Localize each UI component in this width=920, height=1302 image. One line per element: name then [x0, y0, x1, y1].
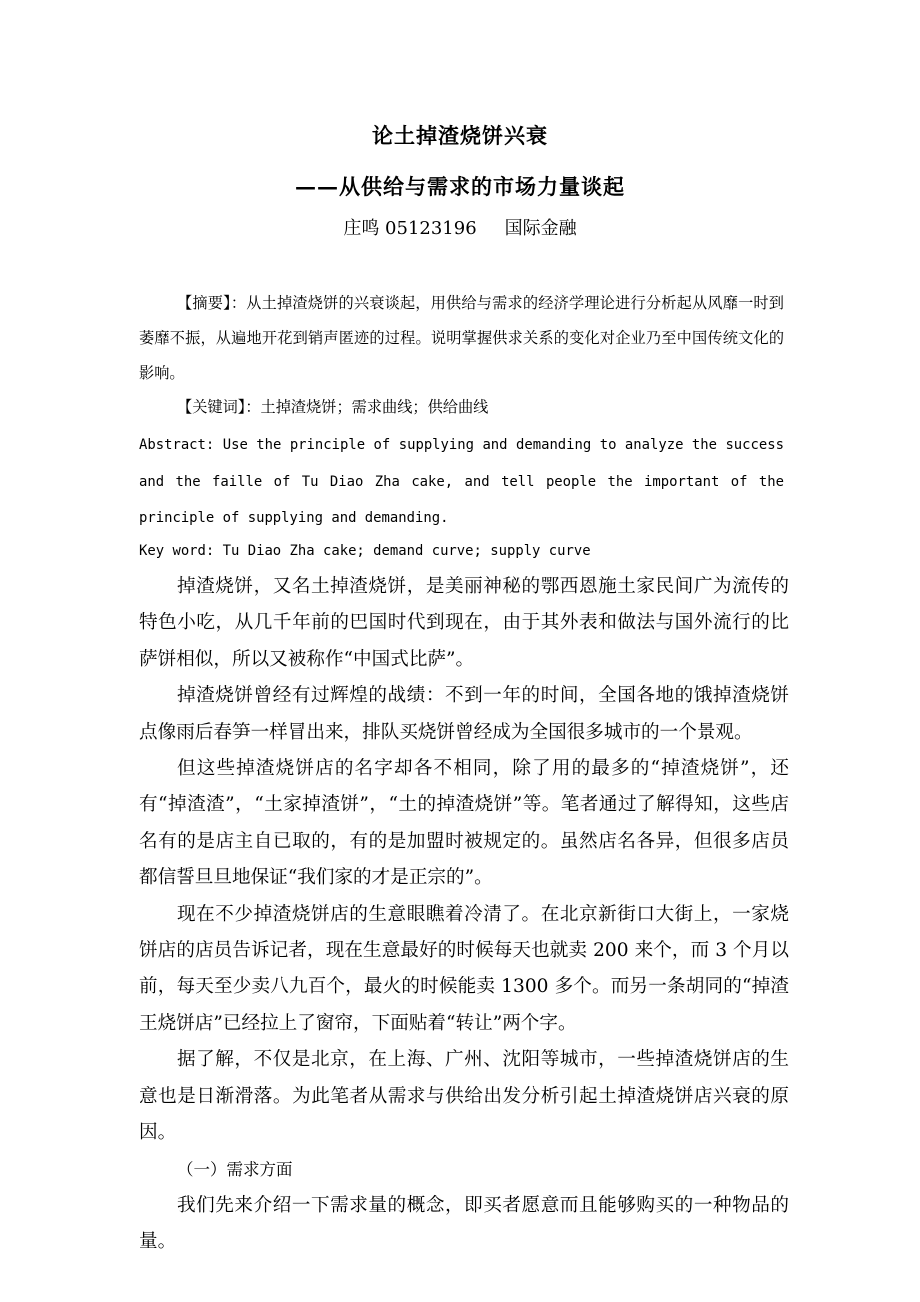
body-paragraph: 掉渣烧饼，又名土掉渣烧饼，是美丽神秘的鄂西恩施土家民间广为流传的特色小吃，从几千年前的巴国时代到现在，由于其外表和做法与国外流行的比萨饼相似，所以又被称作“中国式比萨”。: [139, 576, 789, 670]
body-paragraph: 但这些掉渣烧饼店的名字却各不相同，除了用的最多的“掉渣烧饼”，还有“掉渣渣”，“土家掉渣饼”，“土的掉渣烧饼”等。笔者通过了解得知，这些店名有的是店主自已取的，有的是加盟时被规定的。虽然店名各异，但很多店员都信誓旦旦地保证“我们家的才是正宗的”。: [139, 758, 789, 889]
body-paragraph: 掉渣烧饼曾经有过辉煌的战绩：不到一年的时间，全国各地的饿掉渣烧饼点像雨后春笋一样冒出来，排队买烧饼曾经成为全国很多城市的一个景观。: [139, 685, 789, 743]
author-line: [0, 214, 920, 240]
page-title: 论土掉渣烧饼兴衰: [372, 123, 548, 148]
abstract-english: Abstract: Use the principle of supplying and demanding to analyze the success and the faille of Tu Diao Zha cake, and tell people the important of the principle of supplying and demanding.: [139, 437, 784, 526]
keywords-chinese: 【关键词】：土掉渣烧饼；需求曲线；供给曲线: [177, 398, 489, 416]
page-subtitle: ——从供给与需求的市场力量谈起: [295, 174, 625, 199]
body-text: [139, 569, 789, 1261]
body-paragraph: 据了解，不仅是北京，在上海、广州、沈阳等城市，一些掉渣烧饼店的生意也是日渐滑落。为此笔者从需求与供给出发分析引起土掉渣烧饼店兴衰的原因。: [139, 1049, 789, 1144]
body-paragraph: 现在不少掉渣烧饼店的生意眼瞧着冷清了。在北京新街口大街上，一家烧饼店的店员告诉记者，现在生意最好的时候每天也就卖 200 来个，而 3 个月以前，每天至少卖八九百个，最火的时候能卖 1300 多个。而另一条胡同的“掉渣王烧饼店”已经拉上了窗帘，下面贴着“转让”两个字。: [139, 903, 789, 1034]
author-department: 国际金融: [504, 218, 577, 239]
body-paragraph: 我们先来介绍一下需求量的概念，即买者愿意而且能够购买的一种物品的量。: [139, 1194, 789, 1253]
keywords-english: Key word: Tu Diao Zha cake; demand curve; supply curve: [139, 543, 591, 559]
abstract-chinese: 【摘要】：从土掉渣烧饼的兴衰谈起，用供给与需求的经济学理论进行分析起从风靡一时到萎靡不振，从遍地开花到销声匿迹的过程。说明掌握供求关系的变化对企业乃至中国传统文化的影响。: [139, 294, 784, 382]
section-heading: （一）需求方面: [177, 1159, 293, 1179]
author-name: 庄鸣 05123196: [343, 218, 477, 239]
